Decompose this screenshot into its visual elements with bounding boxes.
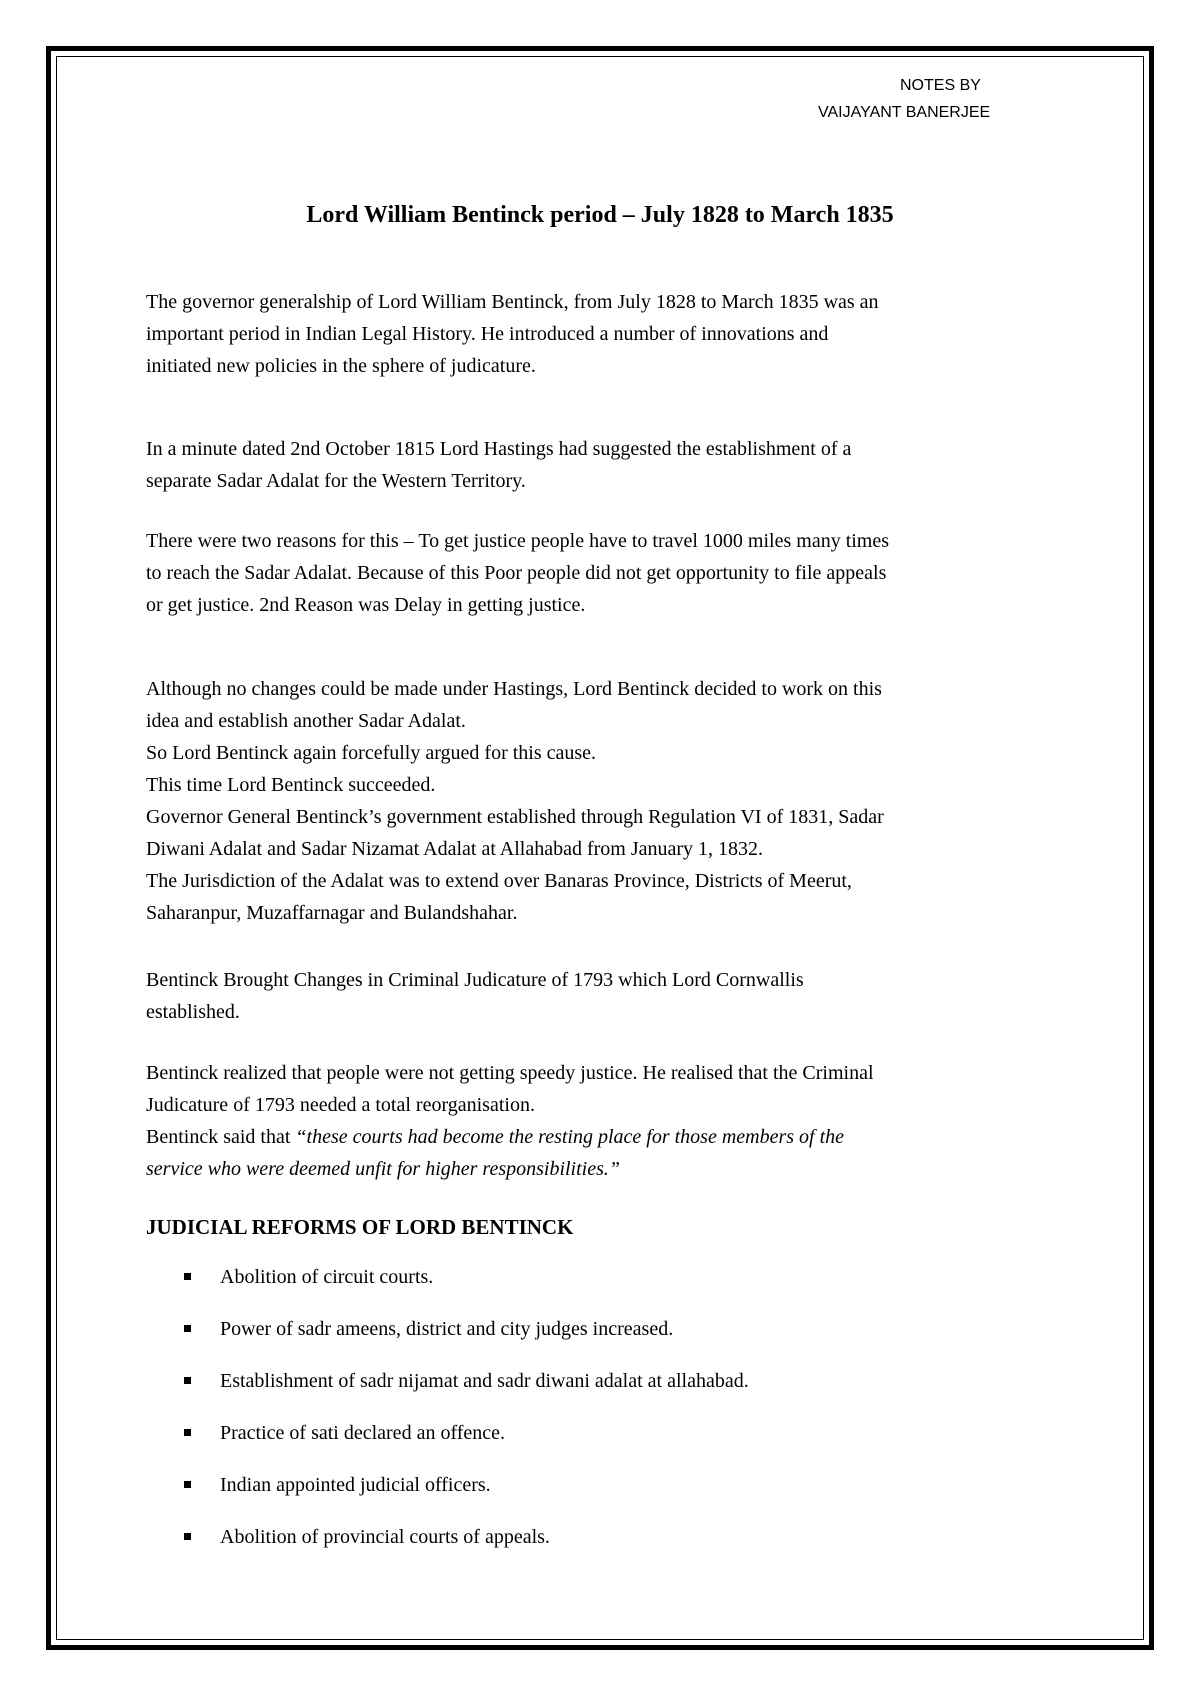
square-bullet-icon [184, 1377, 191, 1384]
square-bullet-icon [184, 1481, 191, 1488]
paragraph-speedy-justice [146, 1057, 1066, 1185]
paragraph-line: Bentinck realized that people were not getting speedy justice. He realised that the Criminal [146, 1062, 874, 1084]
paragraph-line: In a minute dated 2nd October 1815 Lord Hastings had suggested the establishment of a [146, 438, 852, 460]
list-item-text: Abolition of provincial courts of appeals. [220, 1526, 550, 1548]
paragraph-line: established. [146, 1001, 240, 1023]
paragraph-line: So Lord Bentinck again forcefully argued for this cause. [146, 742, 597, 764]
quote-intro: Bentinck said that [146, 1126, 296, 1148]
paragraph-line: Saharanpur, Muzaffarnagar and Bulandshahar. [146, 902, 518, 924]
paragraph-line: Diwani Adalat and Sadar Nizamat Adalat at Allahabad from January 1, 1832. [146, 838, 764, 860]
section-heading-judicial-reforms: JUDICIAL REFORMS OF LORD BENTINCK [146, 1215, 574, 1239]
paragraph-line: Although no changes could be made under Hastings, Lord Bentinck decided to work on this [146, 678, 882, 700]
paragraph-two-reasons [146, 525, 1066, 621]
square-bullet-icon [184, 1325, 191, 1332]
paragraph-line: This time Lord Bentinck succeeded. [146, 774, 436, 796]
list-item [146, 1314, 1046, 1366]
list-item [146, 1418, 1046, 1470]
paragraph-hastings-minute [146, 433, 1066, 497]
paragraph-line: to reach the Sadar Adalat. Because of this Poor people did not get opportunity to file appeals [146, 562, 887, 584]
author-note [800, 72, 1040, 126]
list-item [146, 1366, 1046, 1418]
square-bullet-icon [184, 1533, 191, 1540]
list-item-text: Establishment of sadr nijamat and sadr diwani adalat at allahabad. [220, 1370, 749, 1392]
paragraph-line: The governor generalship of Lord William Bentinck, from July 1828 to March 1835 was an [146, 291, 879, 313]
paragraph-line: Bentinck Brought Changes in Criminal Judicature of 1793 which Lord Cornwallis [146, 969, 804, 991]
list-item [146, 1522, 1046, 1574]
page-title: Lord William Bentinck period – July 1828 to March 1835 [306, 202, 894, 228]
paragraph-line: Judicature of 1793 needed a total reorganisation. [146, 1094, 535, 1116]
bentinck-quote: “these courts had become the resting place for those members of the [295, 1126, 845, 1148]
list-item-text: Practice of sati declared an offence. [220, 1422, 506, 1444]
paragraph-line: important period in Indian Legal History. He introduced a number of innovations and [146, 323, 829, 345]
paragraph-line: idea and establish another Sadar Adalat. [146, 710, 466, 732]
paragraph-criminal-judicature [146, 964, 1066, 1028]
paragraph-line [146, 1121, 1066, 1153]
author-name: VAIJAYANT BANERJEE [818, 104, 991, 121]
paragraph-intro [146, 286, 1066, 382]
list-item-text: Indian appointed judicial officers. [220, 1474, 491, 1496]
paragraph-line: separate Sadar Adalat for the Western Territory. [146, 470, 526, 492]
paragraph-line: or get justice. 2nd Reason was Delay in getting justice. [146, 594, 586, 616]
paragraph-line: There were two reasons for this – To get justice people have to travel 1000 miles many times [146, 530, 890, 552]
paragraph-line: The Jurisdiction of the Adalat was to extend over Banaras Province, Districts of Meerut, [146, 870, 852, 892]
paragraph-line: initiated new policies in the sphere of judicature. [146, 355, 536, 377]
reforms-list [146, 1262, 1046, 1574]
paragraph-allahabad-adalat [146, 673, 1066, 929]
square-bullet-icon [184, 1273, 191, 1280]
square-bullet-icon [184, 1429, 191, 1436]
list-item-text: Power of sadr ameens, district and city judges increased. [220, 1318, 674, 1340]
paragraph-line: Governor General Bentinck’s government established through Regulation VI of 1831, Sadar [146, 806, 884, 828]
list-item [146, 1470, 1046, 1522]
bentinck-quote-continued: service who were deemed unfit for higher responsibilities.” [146, 1158, 621, 1180]
list-item [146, 1262, 1046, 1314]
author-note-label: NOTES BY [900, 77, 981, 94]
list-item-text: Abolition of circuit courts. [220, 1266, 434, 1288]
